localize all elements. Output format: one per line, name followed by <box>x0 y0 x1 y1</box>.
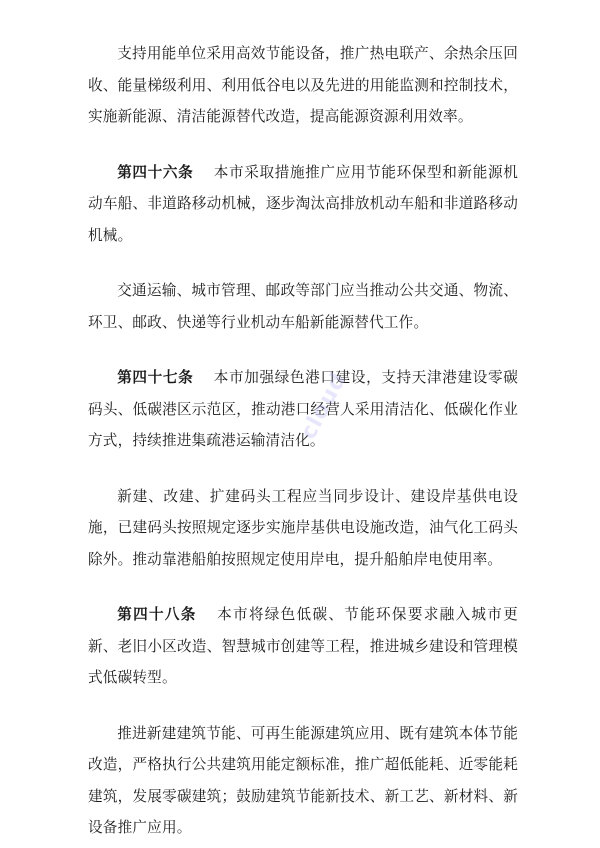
article-47 <box>88 362 518 457</box>
article-46 <box>88 157 518 252</box>
paragraph-shore-power <box>88 481 518 576</box>
paragraph-text: 本市加强绿色港口建设，支持天津港建设零碳码头、低碳港区示范区，推动港口经营人采用清洁化、低碳化作业方式，持续推进集疏港运输清洁化。 <box>88 369 518 449</box>
paragraph-text: 新建、改建、扩建码头工程应当同步设计、建设岸基供电设施，已建码头按照规定逐步实施岸基供电设施改造，油气化工码头除外。推动靠港船舶按照规定使用岸电，提升船舶岸电使用率。 <box>88 487 518 568</box>
article-number: 第四十六条 <box>117 163 194 181</box>
article-48 <box>88 599 518 694</box>
paragraph-text: 推进新建建筑节能、可再生能源建筑应用、既有建筑本体节能改造，严格执行公共建筑用能定额标准，推广超低能耗、近零能耗建筑，发展零碳建筑；鼓励建筑节能新技术、新工艺、新材料、新设备推广应用。 <box>88 724 518 836</box>
watermark-text: cloud <box>296 368 352 444</box>
paragraph-text: 支持用能单位采用高效节能设备，推广热电联产、余热余压回收、能量梯级利用、利用低谷电以及先进的用能监测和控制技术，实施新能源、清洁能源替代改造，提高能源资源利用效率。 <box>88 45 518 125</box>
paragraph-energy-efficiency <box>88 38 518 133</box>
article-number: 第四十八条 <box>117 606 197 623</box>
paragraph-text: 本市将绿色低碳、节能环保要求融入城市更新、老旧小区改造、智慧城市创建等工程，推进城乡建设和管理模式低碳转型。 <box>88 606 518 686</box>
paragraph-building-energy <box>88 718 518 844</box>
paragraph-text: 本市采取措施推广应用节能环保型和新能源机动车船、非道路移动机械，逐步淘汰高排放机动车船和非道路移动机械。 <box>88 163 518 244</box>
paragraph-transport-departments <box>88 275 518 338</box>
paragraph-text: 交通运输、城市管理、邮政等部门应当推动公共交通、物流、环卫、邮政、快递等行业机动车船新能源替代工作。 <box>88 282 518 331</box>
article-number: 第四十七条 <box>117 369 194 386</box>
